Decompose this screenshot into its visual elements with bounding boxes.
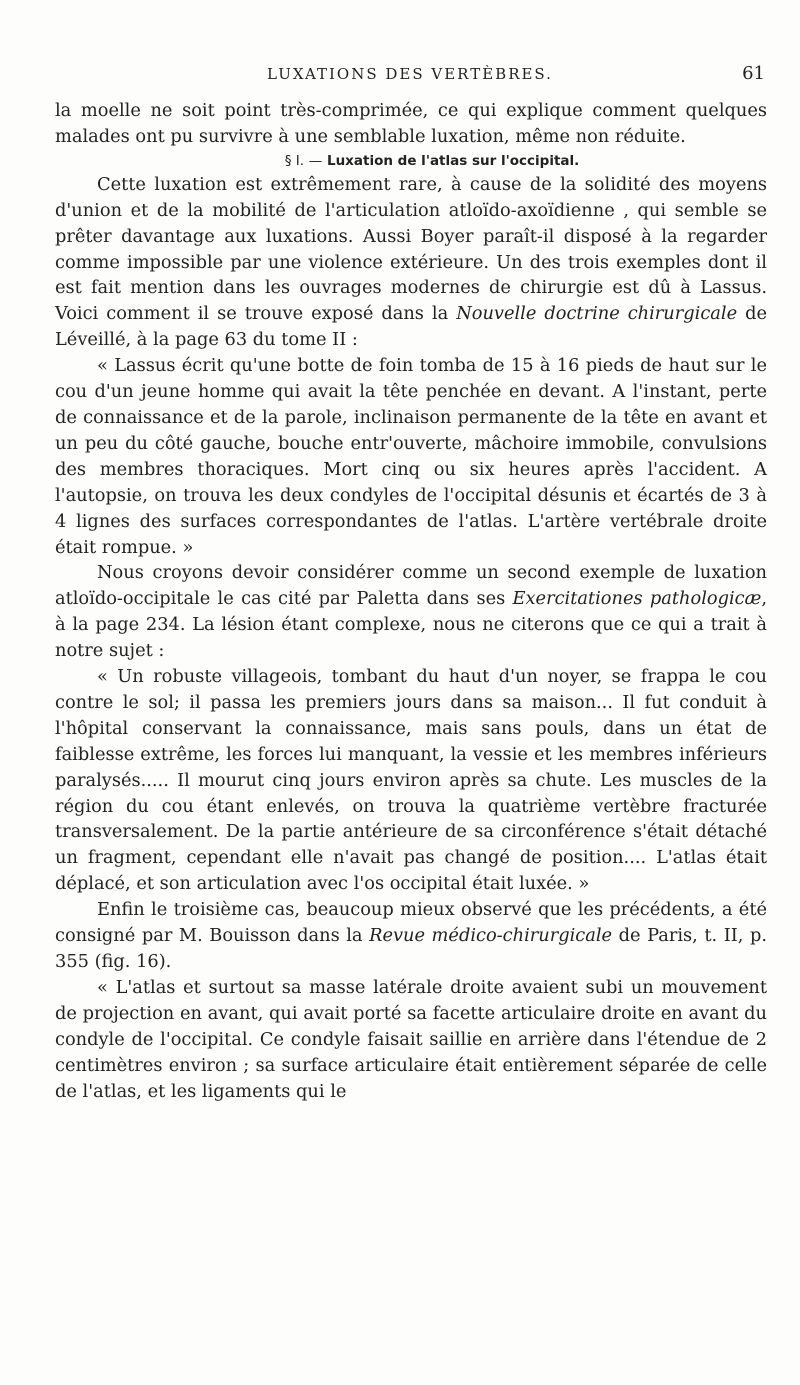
- book-title-exercitationes: Exercitationes pathologicæ: [512, 588, 762, 610]
- paragraph-continuation: la moelle ne soit point très-comprimée, ce qui explique comment quelques malades ont pu survivre à une semblable luxation, même non réduite.: [55, 100, 767, 147]
- section-heading: [55, 150, 767, 172]
- running-head: [55, 62, 765, 86]
- paragraph-quote-paletta: « Un robuste villageois, tombant du haut d'un noyer, se frappa le cou contre le sol; il passa les premiers jours dans sa maison... Il fut conduit à l'hôpital conservant la connaissance, mais sans pouls, dans un état de faiblesse extrême, les forces lui manquant, la vessie et les membres inférieurs paralysés..... Il mourut cinq jours environ après sa chute. Les muscles de la région du cou étant enlevés, on trouva la quatrième vertèbre fracturée transversalement. De la partie antérieure de sa circonférence s'était détaché un fragment, cependant elle n'avait pas changé de position.... L'atlas était déplacé, et son articulation avec l'os occipital était luxée. »: [55, 666, 767, 895]
- book-title-nouvelle-doctrine: Nouvelle doctrine chirurgicale: [456, 303, 738, 325]
- paragraph-text: Enfin le troisième cas, beaucoup mieux observé que les précédents, a été consigné par M. Bouisson dans la: [55, 899, 767, 947]
- paragraph-quote-lassus: « Lassus écrit qu'une botte de foin tomba de 15 à 16 pieds de haut sur le cou d'un jeune homme qui avait la tête penchée en devant. A l'instant, perte de connaissance et de la parole, inclinaison permanente de la tête en avant et un peu du côté gauche, bouche entr'ouverte, mâchoire immobile, convulsions des membres thoraciques. Mort cinq ou six heures après l'accident. A l'autopsie, on trouva les deux condyles de l'occipital désunis et écartés de 3 à 4 lignes des surfaces correspondantes de l'atlas. L'artère vertébrale droite était rompue. »: [55, 355, 767, 558]
- section-title: Luxation de l'atlas sur l'occipital.: [326, 152, 580, 169]
- paragraph-bouisson: [55, 897, 767, 975]
- paragraph-introduction: [55, 172, 767, 353]
- page-number: 61: [742, 63, 765, 84]
- paragraph-text: de Léveillé, à la page 63 du tome II :: [55, 303, 768, 351]
- journal-title-revue: Revue médico-chirurgicale: [369, 925, 613, 947]
- paragraph-text: Nous croyons devoir considérer comme un second exemple de luxation atloïdo-occipitale le cas cité par Paletta dans ses: [55, 562, 767, 610]
- running-title: LUXATIONS DES VERTÈBRES.: [267, 65, 553, 83]
- section-dash: —: [308, 152, 323, 169]
- section-number: § I.: [284, 152, 305, 169]
- body-text: [55, 98, 767, 1104]
- paragraph-text: de Paris, t. II, p. 355 (fig. 16).: [55, 925, 767, 972]
- paragraph-paletta: [55, 560, 767, 664]
- paragraph-text: , à la page 234. La lésion étant complexe, nous ne citerons que ce qui a trait à notre sujet :: [55, 588, 767, 662]
- paragraph-quote-bouisson: « L'atlas et surtout sa masse latérale droite avaient subi un mouvement de projection en avant, qui avait porté sa facette articulaire droite en avant du condyle de l'occipital. Ce condyle faisait saillie en arrière dans l'étendue de 2 centimètres environ ; sa surface articulaire était entièrement séparée de celle de l'atlas, et les ligaments qui le: [55, 976, 767, 1102]
- paragraph-text: Cette luxation est extrêmement rare, à cause de la solidité des moyens d'union et de la mobilité de l'articulation atloïdo-axoïdienne , qui semble se prêter davantage aux luxations. Aussi Boyer paraît-il disposé à la regarder comme impossible par une violence extérieure. Un des trois exemples dont il est fait mention dans les ouvrages modernes de chirurgie est dû à Lassus. Voici comment il se trouve exposé dans la: [55, 173, 767, 325]
